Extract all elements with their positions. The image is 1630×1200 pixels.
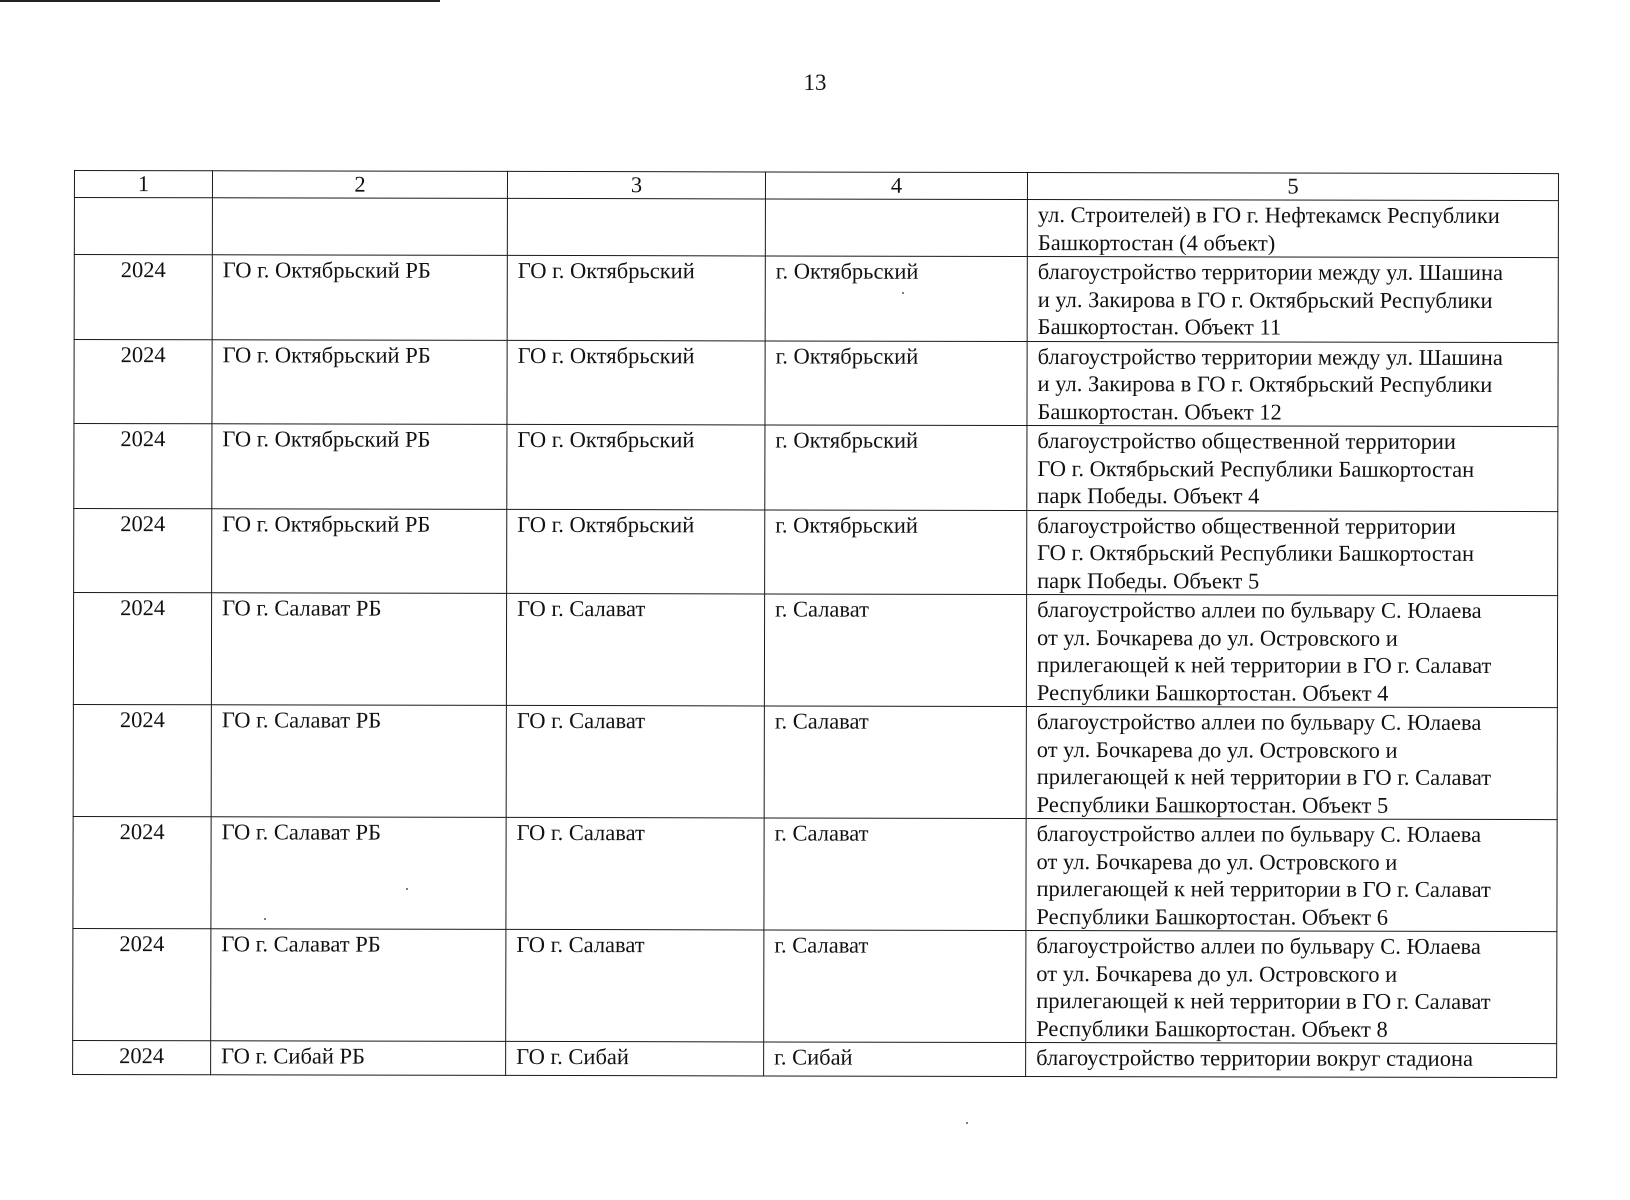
cell-year: 2024 <box>74 424 212 509</box>
cell-year: 2024 <box>74 508 212 593</box>
table-row <box>74 508 1558 596</box>
description-line: благоустройство территории между ул. Шашина <box>1037 259 1504 285</box>
table-row <box>74 424 1558 512</box>
cell-year <box>74 198 212 255</box>
table-row <box>73 928 1557 1043</box>
cell-settlement: ГО г. Салават <box>506 817 764 930</box>
cell-municipality: ГО г. Октябрьский РБ <box>212 424 507 509</box>
cell-locality: г. Салават <box>764 594 1026 707</box>
cell-description <box>1026 594 1557 707</box>
cell-locality <box>765 199 1027 257</box>
description-line: парк Победы. Объект 5 <box>1037 567 1260 593</box>
description-line: прилегающей к ней территории в ГО г. Салават <box>1036 764 1492 790</box>
cell-municipality: ГО г. Салават РБ <box>211 817 506 930</box>
cell-year: 2024 <box>73 1040 211 1074</box>
description-line: Башкортостан. Объект 11 <box>1037 314 1282 340</box>
cell-municipality: ГО г. Октябрьский РБ <box>212 255 507 340</box>
scan-speck <box>966 1122 968 1124</box>
cell-settlement: ГО г. Салават <box>506 705 764 818</box>
table-row <box>74 339 1558 427</box>
page-number: 13 <box>803 70 827 95</box>
cell-year: 2024 <box>73 704 211 816</box>
description-line: благоустройство аллеи по бульвару С. Юлаева <box>1036 933 1481 959</box>
table-row <box>74 198 1558 258</box>
cell-description <box>1026 930 1557 1043</box>
column-header-3: 3 <box>507 171 765 199</box>
description-line: благоустройство общественной территории <box>1037 428 1457 454</box>
description-line: прилегающей к ней территории в ГО г. Салават <box>1036 876 1491 902</box>
cell-locality: г. Салават <box>764 930 1026 1043</box>
description-line: ул. Строителей) в ГО г. Нефтекамск Республики <box>1037 202 1500 228</box>
cell-description <box>1026 706 1557 819</box>
column-header-4: 4 <box>765 172 1027 200</box>
cell-settlement: ГО г. Салават <box>506 929 764 1042</box>
cell-municipality: ГО г. Салават РБ <box>211 705 506 818</box>
description-line: Республики Башкортостан. Объект 5 <box>1036 791 1389 818</box>
cell-municipality: ГО г. Октябрьский РБ <box>212 339 507 424</box>
description-line: прилегающей к ней территории в ГО г. Салават <box>1036 652 1492 678</box>
description-line: благоустройство аллеи по бульвару С. Юлаева <box>1037 597 1482 623</box>
cell-locality: г. Октябрьский <box>765 425 1027 510</box>
scan-speck <box>902 292 904 294</box>
registry-sheet <box>72 170 1558 1078</box>
description-line: Башкортостан (4 объект) <box>1037 229 1276 256</box>
cell-year: 2024 <box>74 255 212 340</box>
description-line: Республики Башкортостан. Объект 4 <box>1036 679 1389 706</box>
cell-municipality: ГО г. Сибай РБ <box>211 1041 506 1076</box>
cell-municipality: ГО г. Салават РБ <box>211 593 506 706</box>
cell-settlement: ГО г. Октябрьский <box>507 424 765 509</box>
description-line: прилегающей к ней территории в ГО г. Салават <box>1036 988 1491 1014</box>
registry-table <box>72 170 1559 1078</box>
description-line: от ул. Бочкарева до ул. Островского и <box>1036 960 1398 987</box>
cell-locality: г. Октябрьский <box>765 256 1027 341</box>
description-line: ГО г. Октябрьский Республики Башкортостан <box>1037 455 1475 482</box>
cell-locality: г. Салават <box>764 818 1026 931</box>
description-line: благоустройство аллеи по бульвару С. Юлаева <box>1036 709 1482 735</box>
description-line: и ул. Закирова в ГО г. Октябрьский Республики <box>1037 286 1493 313</box>
description-line: благоустройство территории вокруг стадиона <box>1036 1045 1474 1071</box>
description-line: благоустройство общественной территории <box>1037 512 1456 539</box>
cell-year: 2024 <box>74 339 212 424</box>
cell-description <box>1027 256 1558 342</box>
cell-locality: г. Октябрьский <box>765 340 1027 425</box>
cell-locality: г. Салават <box>764 706 1026 819</box>
table-row <box>73 704 1557 819</box>
table-row <box>73 593 1557 708</box>
cell-description <box>1027 341 1558 427</box>
column-header-1: 1 <box>74 171 212 198</box>
table-row <box>74 255 1558 343</box>
cell-year: 2024 <box>73 928 211 1040</box>
cell-municipality: ГО г. Салават РБ <box>211 929 506 1042</box>
top-edge-rule <box>0 0 440 2</box>
cell-municipality <box>212 198 507 256</box>
cell-settlement: ГО г. Октябрьский <box>507 340 765 425</box>
description-line: благоустройство аллеи по бульвару С. Юлаева <box>1036 821 1482 847</box>
cell-settlement: ГО г. Октябрьский <box>507 255 765 340</box>
description-line: и ул. Закирова в ГО г. Октябрьский Республики <box>1037 371 1493 397</box>
cell-settlement: ГО г. Сибай <box>506 1041 764 1076</box>
cell-description <box>1026 1042 1557 1077</box>
scan-speck <box>406 888 408 890</box>
registry-body <box>73 198 1559 1078</box>
description-line: благоустройство территории между ул. Шашина <box>1037 343 1503 370</box>
column-header-5: 5 <box>1027 172 1558 200</box>
description-line: Башкортостан. Объект 12 <box>1037 398 1282 425</box>
cell-description <box>1027 510 1558 596</box>
description-line: от ул. Бочкарева до ул. Островского и <box>1036 736 1398 763</box>
description-line: от ул. Бочкарева до ул. Островского и <box>1036 848 1398 875</box>
description-line: ГО г. Октябрьский Республики Башкортостан <box>1037 540 1475 566</box>
cell-description <box>1027 425 1558 511</box>
description-line: Республики Башкортостан. Объект 6 <box>1036 903 1389 930</box>
cell-locality: г. Октябрьский <box>765 509 1027 594</box>
header-row <box>74 171 1558 201</box>
cell-description <box>1027 199 1558 257</box>
column-header-2: 2 <box>212 171 507 199</box>
cell-settlement <box>507 198 765 256</box>
description-line: парк Победы. Объект 4 <box>1037 483 1260 509</box>
table-row <box>73 816 1557 931</box>
description-line: от ул. Бочкарева до ул. Островского и <box>1036 624 1398 651</box>
scan-speck <box>264 918 266 920</box>
cell-settlement: ГО г. Салават <box>506 593 764 706</box>
cell-description <box>1026 818 1557 931</box>
cell-locality: г. Сибай <box>764 1042 1026 1077</box>
table-row <box>73 1040 1557 1077</box>
cell-settlement: ГО г. Октябрьский <box>507 509 765 594</box>
cell-year: 2024 <box>73 816 211 928</box>
cell-year: 2024 <box>73 593 211 705</box>
cell-municipality: ГО г. Октябрьский РБ <box>212 508 507 593</box>
description-line: Республики Башкортостан. Объект 8 <box>1036 1015 1388 1042</box>
